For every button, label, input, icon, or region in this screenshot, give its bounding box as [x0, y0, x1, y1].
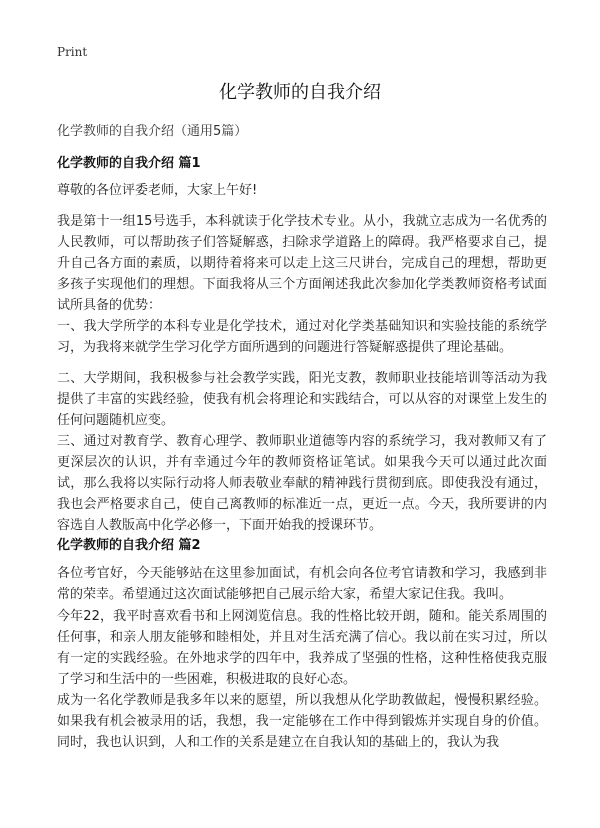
print-link[interactable]: Print — [57, 45, 88, 59]
paragraph-greeting: 尊敬的各位评委老师，大家上午好! — [57, 183, 258, 198]
paragraph-point-two: 二、大学期间，我积极参与社会教学实践，阳光支教，教师职业技能培训等活动为我提供了丰富的实践经验，使我有机会将理论和实践结合，可以从容的对课堂上发生的任何问题随机应变。 — [57, 371, 547, 428]
paragraph-opening: 各位考官好，今天能够站在这里参加面试，有机会向各位考官请教和学习，我感到非常的荣幸。希望通过这次面试能够把自己展示给大家，希望大家记住我。我叫。 — [57, 566, 547, 602]
paragraph-introduction: 我是第十一组15号选手，本科就读于化学技术专业。从小，我就立志成为一名优秀的人民教师，可以帮助孩子们答疑解惑，扫除求学道路上的障碍。我严格要求自己，提升自己各方面的素质，以期待着将来可以走上这三尺讲台，完成自己的理想，帮助更多孩子实现他们的理想。下面我将从三个方面阐述我此次参加化学类教师资格考试面试所具备的优势： — [57, 214, 547, 313]
section-heading-2: 化学教师的自我介绍 篇2 — [57, 538, 201, 553]
paragraph-personal-background: 今年22，我平时喜欢看书和上网浏览信息。我的性格比较开朗，随和。能关系周围的任何事，和亲人朋友能够和睦相处，并且对生活充满了信心。我以前在实习过，所以有一定的实践经验。在外地求学的四年中，我养成了坚强的性格，这种性格使我克服了学习和生活中的一些困难，积极进取的良好心态。 — [57, 609, 547, 687]
page-title: 化学教师的自我介绍 — [219, 82, 381, 103]
paragraph-point-three: 三、通过对教育学、教育心理学、教师职业道德等内容的系统学习，我对教师又有了更深层次的认识，并有幸通过今年的教师资格证笔试。如果我今天可以通过此次面试，那么我将以实际行动将人师表敬业奉献的精神践行贯彻到底。即使我没有通过，我也会严格要求自己，使自己离教师的标准近一点，更近一点。今天，我所要讲的内容选自人教版高中化学必修一，下面开始我的授课环节。 — [57, 434, 547, 533]
paragraph-career-goal: 成为一名化学教师是我多年以来的愿望，所以我想从化学助教做起，慢慢积累经验。如果我有机会被录用的话，我想，我一定能够在工作中得到锻炼并实现自身的价值。同时，我也认识到，人和工作的关系是建立在自我认知的基础上的，我认为我 — [57, 693, 547, 750]
document-subtitle: 化学教师的自我介绍（通用5篇） — [57, 124, 248, 139]
paragraph-point-one: 一、我大学所学的本科专业是化学技术，通过对化学类基础知识和实验技能的系统学习，为我将来就学生学习化学方面所遇到的问题进行答疑解惑提供了理论基础。 — [57, 319, 547, 355]
section-heading-1: 化学教师的自我介绍 篇1 — [57, 156, 201, 171]
